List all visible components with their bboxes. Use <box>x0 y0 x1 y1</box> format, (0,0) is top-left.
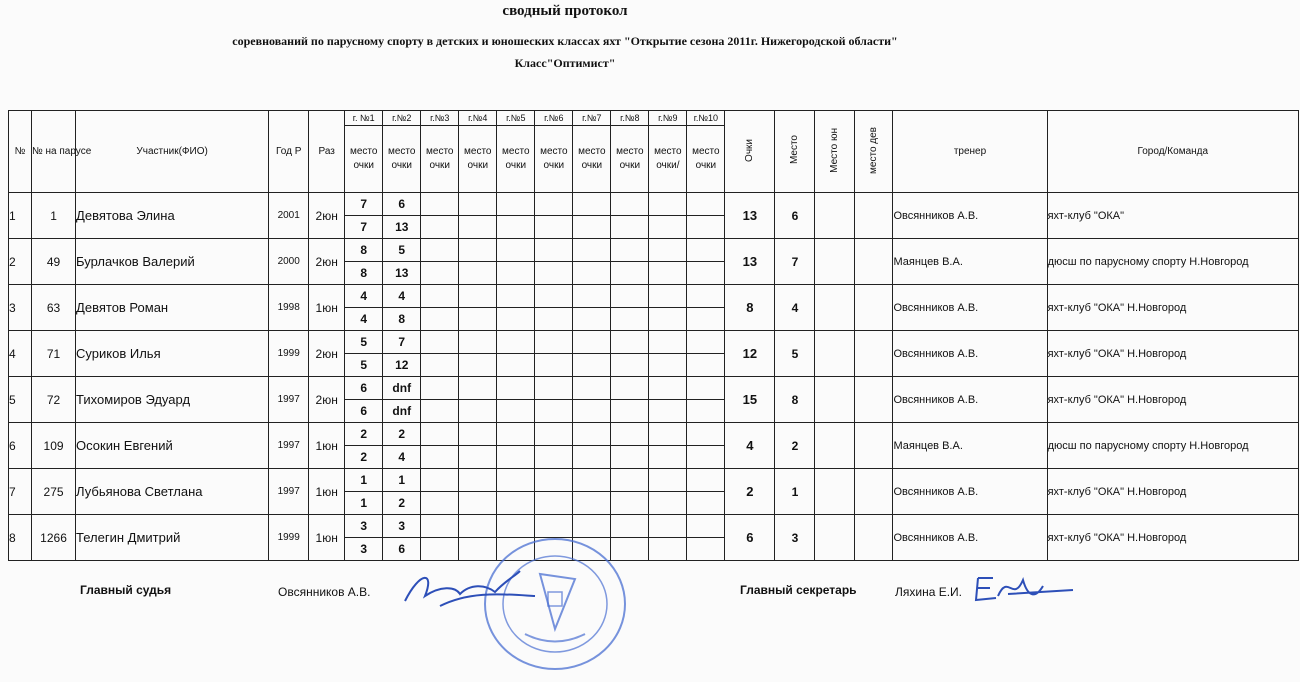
sport-rank: 2юн <box>309 239 345 285</box>
race-10-place <box>687 285 725 308</box>
race-2-place: 1 <box>383 469 421 492</box>
row-number: 2 <box>9 239 32 285</box>
table-row <box>9 515 1299 538</box>
race-10-place <box>687 469 725 492</box>
race-6-place <box>535 469 573 492</box>
race-label: г.№7 <box>573 111 610 126</box>
place-jun <box>815 469 855 515</box>
race-sublabel: место очки <box>426 146 454 171</box>
race-1-points: 4 <box>345 308 383 331</box>
row-number: 8 <box>9 515 32 561</box>
col-trainer: тренер <box>893 111 1047 193</box>
final-place: 5 <box>775 331 815 377</box>
col-points: Очки <box>725 111 775 193</box>
table-row <box>9 285 1299 308</box>
trainer-name: Овсянников А.В. <box>893 469 1047 515</box>
race-label: г.№8 <box>611 111 648 126</box>
sail-number: 71 <box>32 331 76 377</box>
race-sublabel: место очки <box>349 146 378 171</box>
race-7-points <box>573 400 611 423</box>
race-3-place <box>421 239 459 262</box>
race-10-place <box>687 331 725 354</box>
race-3-place <box>421 285 459 308</box>
participant-name: Девятов Роман <box>76 285 269 331</box>
race-label: г.№2 <box>383 111 420 126</box>
race-9-place <box>649 423 687 446</box>
place-girls <box>855 331 893 377</box>
race-8-points <box>611 262 649 285</box>
race-3-points <box>421 492 459 515</box>
race-1-points: 5 <box>345 354 383 377</box>
total-points: 8 <box>725 285 775 331</box>
participant-name: Суриков Илья <box>76 331 269 377</box>
race-3-points <box>421 216 459 239</box>
secretary-label: Главный секретарь <box>740 583 857 597</box>
race-8-place <box>611 331 649 354</box>
place-jun <box>815 239 855 285</box>
col-race-10 <box>687 111 725 193</box>
race-2-place: 7 <box>383 331 421 354</box>
race-9-place <box>649 515 687 538</box>
col-race-1 <box>345 111 383 193</box>
race-2-place: dnf <box>383 377 421 400</box>
race-8-points <box>611 446 649 469</box>
sport-rank: 1юн <box>309 515 345 561</box>
race-6-place <box>535 285 573 308</box>
race-5-points <box>497 262 535 285</box>
trainer-name: Овсянников А.В. <box>893 193 1047 239</box>
race-sublabel: место очки <box>388 146 416 171</box>
race-4-points <box>459 446 497 469</box>
race-2-points: 6 <box>383 538 421 561</box>
race-sublabel: место очки <box>502 146 530 171</box>
participant-name: Девятова Элина <box>76 193 269 239</box>
race-9-points <box>649 354 687 377</box>
race-2-points: 13 <box>383 262 421 285</box>
race-1-place: 8 <box>345 239 383 262</box>
race-4-points <box>459 400 497 423</box>
participant-name: Тихомиров Эдуард <box>76 377 269 423</box>
race-label: г.№10 <box>687 111 724 126</box>
race-8-points <box>611 354 649 377</box>
race-2-points: 8 <box>383 308 421 331</box>
col-race-3 <box>421 111 459 193</box>
race-1-place: 2 <box>345 423 383 446</box>
place-jun <box>815 515 855 561</box>
final-place: 6 <box>775 193 815 239</box>
race-10-points <box>687 538 725 561</box>
race-6-points <box>535 354 573 377</box>
race-sublabel: место очки <box>616 146 644 171</box>
final-place: 2 <box>775 423 815 469</box>
race-7-place <box>573 423 611 446</box>
race-4-points <box>459 308 497 331</box>
secretary-name: Ляхина Е.И. <box>895 585 963 599</box>
place-girls <box>855 377 893 423</box>
row-number: 1 <box>9 193 32 239</box>
race-2-points: 4 <box>383 446 421 469</box>
race-1-points: 1 <box>345 492 383 515</box>
birth-year: 1999 <box>269 515 309 561</box>
sport-rank: 2юн <box>309 377 345 423</box>
race-sublabel: место очки <box>692 146 720 171</box>
race-6-points <box>535 262 573 285</box>
race-1-place: 3 <box>345 515 383 538</box>
race-4-place <box>459 423 497 446</box>
place-girls <box>855 515 893 561</box>
col-team: Город/Команда <box>1047 111 1298 193</box>
race-5-place <box>497 469 535 492</box>
race-10-place <box>687 515 725 538</box>
race-10-points <box>687 446 725 469</box>
judge-name: Овсянников А.В. <box>278 585 371 599</box>
table-row <box>9 423 1299 446</box>
race-3-place <box>421 193 459 216</box>
sail-number: 1266 <box>32 515 76 561</box>
race-7-points <box>573 354 611 377</box>
race-9-place <box>649 469 687 492</box>
sport-rank: 2юн <box>309 193 345 239</box>
race-6-place <box>535 377 573 400</box>
birth-year: 1997 <box>269 377 309 423</box>
final-place: 8 <box>775 377 815 423</box>
race-label: г.№5 <box>497 111 534 126</box>
race-3-points <box>421 354 459 377</box>
col-race-9 <box>649 111 687 193</box>
place-jun <box>815 193 855 239</box>
race-3-place <box>421 469 459 492</box>
race-label: г.№6 <box>535 111 572 126</box>
race-10-place <box>687 193 725 216</box>
race-2-place: 2 <box>383 423 421 446</box>
race-7-points <box>573 216 611 239</box>
sport-rank: 1юн <box>309 285 345 331</box>
race-8-place <box>611 377 649 400</box>
race-9-points <box>649 216 687 239</box>
race-10-points <box>687 216 725 239</box>
race-2-place: 6 <box>383 193 421 216</box>
race-7-points <box>573 492 611 515</box>
table-row <box>9 239 1299 262</box>
total-points: 13 <box>725 193 775 239</box>
race-4-place <box>459 239 497 262</box>
total-points: 12 <box>725 331 775 377</box>
race-9-points <box>649 262 687 285</box>
final-place: 4 <box>775 285 815 331</box>
team-name: яхт-клуб "ОКА" Н.Новгород <box>1047 377 1298 423</box>
table-row <box>9 193 1299 216</box>
race-3-place <box>421 377 459 400</box>
race-1-place: 1 <box>345 469 383 492</box>
race-1-points: 3 <box>345 538 383 561</box>
race-7-place <box>573 331 611 354</box>
race-10-place <box>687 377 725 400</box>
row-number: 7 <box>9 469 32 515</box>
race-3-points <box>421 308 459 331</box>
birth-year: 2000 <box>269 239 309 285</box>
race-6-points <box>535 216 573 239</box>
race-4-place <box>459 331 497 354</box>
row-number: 3 <box>9 285 32 331</box>
place-jun <box>815 423 855 469</box>
race-6-place <box>535 193 573 216</box>
table-row <box>9 469 1299 492</box>
race-label: г.№9 <box>649 111 686 126</box>
race-sublabel: место очки/ <box>654 146 682 171</box>
race-8-points <box>611 492 649 515</box>
race-7-place <box>573 469 611 492</box>
total-points: 6 <box>725 515 775 561</box>
race-8-points <box>611 216 649 239</box>
race-5-points <box>497 400 535 423</box>
birth-year: 1998 <box>269 285 309 331</box>
sport-rank: 2юн <box>309 331 345 377</box>
participant-name: Телегин Дмитрий <box>76 515 269 561</box>
race-8-place <box>611 285 649 308</box>
col-num: № <box>9 111 32 193</box>
col-place: Место <box>775 111 815 193</box>
race-4-points <box>459 354 497 377</box>
race-sublabel: место очки <box>578 146 606 171</box>
birth-year: 1997 <box>269 423 309 469</box>
race-9-place <box>649 285 687 308</box>
race-sublabel: место очки <box>540 146 568 171</box>
trainer-name: Маянцев В.А. <box>893 423 1047 469</box>
race-4-points <box>459 262 497 285</box>
race-3-place <box>421 515 459 538</box>
race-3-points <box>421 446 459 469</box>
race-4-points <box>459 492 497 515</box>
race-5-points <box>497 216 535 239</box>
sail-number: 1 <box>32 193 76 239</box>
race-9-place <box>649 377 687 400</box>
race-5-points <box>497 308 535 331</box>
race-5-place <box>497 423 535 446</box>
race-8-place <box>611 239 649 262</box>
race-6-place <box>535 423 573 446</box>
race-9-points <box>649 400 687 423</box>
race-9-place <box>649 193 687 216</box>
judge-signature <box>400 566 540 616</box>
race-4-place <box>459 193 497 216</box>
sport-rank: 1юн <box>309 423 345 469</box>
race-4-points <box>459 216 497 239</box>
secretary-signature <box>968 568 1078 608</box>
row-number: 5 <box>9 377 32 423</box>
race-10-points <box>687 354 725 377</box>
race-sublabel: место очки <box>464 146 492 171</box>
trainer-name: Овсянников А.В. <box>893 285 1047 331</box>
race-1-points: 2 <box>345 446 383 469</box>
sail-number: 49 <box>32 239 76 285</box>
race-8-place <box>611 193 649 216</box>
race-10-points <box>687 400 725 423</box>
race-10-points <box>687 308 725 331</box>
race-10-place <box>687 423 725 446</box>
race-1-place: 4 <box>345 285 383 308</box>
col-race-8 <box>611 111 649 193</box>
total-points: 4 <box>725 423 775 469</box>
race-10-points <box>687 492 725 515</box>
race-5-points <box>497 354 535 377</box>
race-3-place <box>421 331 459 354</box>
document-title: сводный протокол <box>502 3 628 19</box>
sail-number: 63 <box>32 285 76 331</box>
col-sail: № на парусе <box>32 111 76 193</box>
race-label: г.№4 <box>459 111 496 126</box>
race-9-points <box>649 308 687 331</box>
race-6-points <box>535 446 573 469</box>
race-9-points <box>649 492 687 515</box>
sport-rank: 1юн <box>309 469 345 515</box>
col-race-6 <box>535 111 573 193</box>
race-3-points <box>421 538 459 561</box>
row-number: 6 <box>9 423 32 469</box>
race-6-place <box>535 331 573 354</box>
team-name: яхт-клуб "ОКА" Н.Новгород <box>1047 285 1298 331</box>
final-place: 1 <box>775 469 815 515</box>
place-girls <box>855 469 893 515</box>
col-name: Участник(ФИО) <box>76 111 269 193</box>
col-race-2 <box>383 111 421 193</box>
race-7-place <box>573 377 611 400</box>
sail-number: 72 <box>32 377 76 423</box>
final-place: 3 <box>775 515 815 561</box>
race-label: г.№3 <box>421 111 458 126</box>
race-1-points: 7 <box>345 216 383 239</box>
table-row <box>9 331 1299 354</box>
race-9-points <box>649 446 687 469</box>
race-3-place <box>421 423 459 446</box>
col-place-jun: Место юн <box>815 111 855 193</box>
total-points: 2 <box>725 469 775 515</box>
document-subtitle: соревнований по парусному спорту в детских и юношеских классах яхт "Открытие сезона 2011г. Нижегородской области" <box>232 34 898 48</box>
class-line: Класс"Оптимист" <box>514 56 616 70</box>
col-race-5 <box>497 111 535 193</box>
race-6-points <box>535 308 573 331</box>
table-header <box>9 111 1299 193</box>
trainer-name: Овсянников А.В. <box>893 515 1047 561</box>
trainer-name: Овсянников А.В. <box>893 331 1047 377</box>
race-7-place <box>573 285 611 308</box>
race-4-place <box>459 469 497 492</box>
race-2-points: 12 <box>383 354 421 377</box>
birth-year: 1999 <box>269 331 309 377</box>
race-9-place <box>649 239 687 262</box>
team-name: дюсш по парусному спорту Н.Новгород <box>1047 423 1298 469</box>
race-1-place: 6 <box>345 377 383 400</box>
place-jun <box>815 331 855 377</box>
race-5-place <box>497 331 535 354</box>
participant-name: Осокин Евгений <box>76 423 269 469</box>
total-points: 15 <box>725 377 775 423</box>
final-place: 7 <box>775 239 815 285</box>
trainer-name: Маянцев В.А. <box>893 239 1047 285</box>
birth-year: 2001 <box>269 193 309 239</box>
table-row <box>9 377 1299 400</box>
col-rank: Раз <box>309 111 345 193</box>
race-5-place <box>497 377 535 400</box>
col-race-7 <box>573 111 611 193</box>
team-name: яхт-клуб "ОКА" Н.Новгород <box>1047 331 1298 377</box>
col-place-girls: место дев <box>855 111 893 193</box>
judge-label: Главный судья <box>80 583 172 597</box>
race-4-place <box>459 377 497 400</box>
team-name: яхт-клуб "ОКА" Н.Новгород <box>1047 515 1298 561</box>
results-table <box>8 110 1299 561</box>
race-2-place: 5 <box>383 239 421 262</box>
race-label: г. №1 <box>345 111 382 126</box>
race-9-place <box>649 331 687 354</box>
race-10-points <box>687 262 725 285</box>
race-6-points <box>535 400 573 423</box>
race-9-points <box>649 538 687 561</box>
place-girls <box>855 285 893 331</box>
race-1-points: 6 <box>345 400 383 423</box>
place-girls <box>855 423 893 469</box>
place-jun <box>815 377 855 423</box>
col-race-4 <box>459 111 497 193</box>
race-7-points <box>573 308 611 331</box>
participant-name: Лубьянова Светлана <box>76 469 269 515</box>
sail-number: 275 <box>32 469 76 515</box>
race-5-place <box>497 193 535 216</box>
race-5-points <box>497 492 535 515</box>
race-10-place <box>687 239 725 262</box>
race-8-place <box>611 423 649 446</box>
race-2-place: 4 <box>383 285 421 308</box>
col-year: Год Р <box>269 111 309 193</box>
race-2-points: 13 <box>383 216 421 239</box>
race-3-points <box>421 400 459 423</box>
team-name: яхт-клуб "ОКА" Н.Новгород <box>1047 469 1298 515</box>
race-7-points <box>573 446 611 469</box>
place-jun <box>815 285 855 331</box>
race-8-place <box>611 469 649 492</box>
participant-name: Бурлачков Валерий <box>76 239 269 285</box>
place-girls <box>855 193 893 239</box>
race-4-place <box>459 285 497 308</box>
team-name: дюсш по парусному спорту Н.Новгород <box>1047 239 1298 285</box>
trainer-name: Овсянников А.В. <box>893 377 1047 423</box>
race-7-place <box>573 239 611 262</box>
race-5-place <box>497 285 535 308</box>
race-2-place: 3 <box>383 515 421 538</box>
race-1-points: 8 <box>345 262 383 285</box>
race-8-points <box>611 400 649 423</box>
race-1-place: 5 <box>345 331 383 354</box>
team-name: яхт-клуб "ОКА" <box>1047 193 1298 239</box>
race-3-points <box>421 262 459 285</box>
race-6-place <box>535 239 573 262</box>
race-6-points <box>535 492 573 515</box>
race-2-points: 2 <box>383 492 421 515</box>
race-7-place <box>573 193 611 216</box>
sail-number: 109 <box>32 423 76 469</box>
row-number: 4 <box>9 331 32 377</box>
birth-year: 1997 <box>269 469 309 515</box>
race-2-points: dnf <box>383 400 421 423</box>
race-5-place <box>497 239 535 262</box>
race-7-points <box>573 262 611 285</box>
race-8-points <box>611 308 649 331</box>
total-points: 13 <box>725 239 775 285</box>
place-girls <box>855 239 893 285</box>
race-1-place: 7 <box>345 193 383 216</box>
race-5-points <box>497 446 535 469</box>
